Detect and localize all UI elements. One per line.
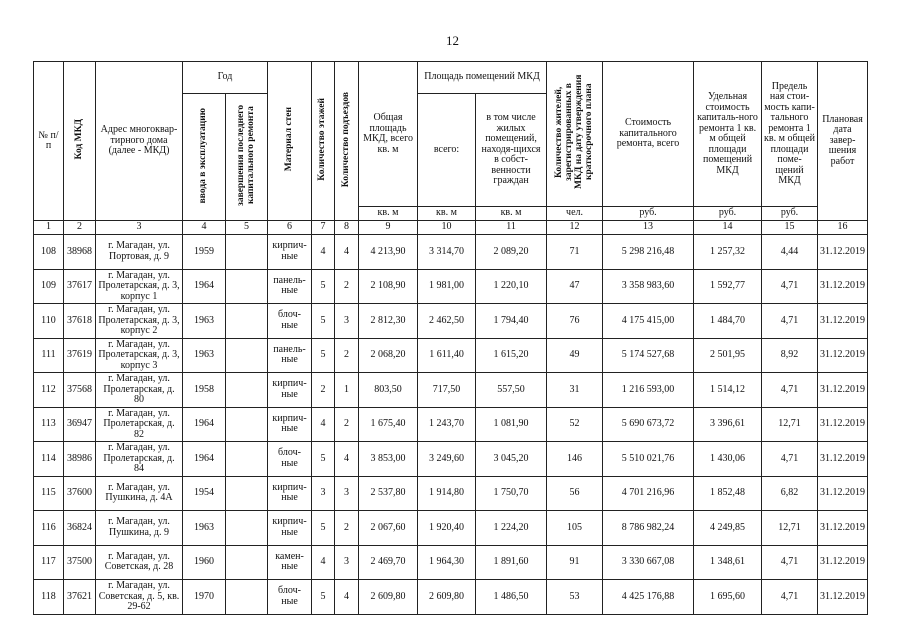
column-number: 5 xyxy=(226,221,268,235)
house-address: г. Магадан, ул. Советская, д. 5, кв. 29-62 xyxy=(96,580,183,615)
header-premises-total: всего: xyxy=(418,94,476,207)
limit-cost: 12,71 xyxy=(762,511,818,546)
floors-count: 5 xyxy=(312,511,335,546)
year-commission: 1959 xyxy=(183,235,226,270)
house-code: 37621 xyxy=(64,580,96,615)
private-area: 1 750,70 xyxy=(476,476,547,511)
total-area: 2 469,70 xyxy=(359,545,418,580)
unit-cost: 1 348,61 xyxy=(694,545,762,580)
limit-cost: 8,92 xyxy=(762,338,818,373)
header-year-commission-cell xyxy=(183,94,226,221)
row-number: 114 xyxy=(34,442,64,477)
private-area: 1 081,90 xyxy=(476,407,547,442)
year-commission: 1970 xyxy=(183,580,226,615)
house-address: г. Магадан, ул. Пролетарская, д. 3, корпус 2 xyxy=(96,304,183,339)
repair-cost: 1 216 593,00 xyxy=(603,373,694,408)
unit-cost: 1 484,70 xyxy=(694,304,762,339)
residents-count: 53 xyxy=(547,580,603,615)
total-area: 2 108,90 xyxy=(359,269,418,304)
premises-area: 1 964,30 xyxy=(418,545,476,580)
year-commission: 1964 xyxy=(183,442,226,477)
table-row xyxy=(34,442,868,477)
repair-cost: 5 174 527,68 xyxy=(603,338,694,373)
entrances-count: 4 xyxy=(335,235,359,270)
column-number: 6 xyxy=(268,221,312,235)
header-year-group: Год xyxy=(183,62,268,94)
planned-date: 31.12.2019 xyxy=(818,511,868,546)
header-premises-group: Площадь помещений МКД xyxy=(418,62,547,94)
premises-area: 3 249,60 xyxy=(418,442,476,477)
column-number: 1 xyxy=(34,221,64,235)
wall-material: кирпич-ные xyxy=(268,235,312,270)
floors-count: 2 xyxy=(312,373,335,408)
house-code: 37500 xyxy=(64,545,96,580)
unit-cost: 1 592,77 xyxy=(694,269,762,304)
entrances-count: 3 xyxy=(335,545,359,580)
table-body xyxy=(34,235,868,615)
row-number: 116 xyxy=(34,511,64,546)
floors-count: 4 xyxy=(312,545,335,580)
floors-count: 5 xyxy=(312,580,335,615)
planned-date: 31.12.2019 xyxy=(818,407,868,442)
private-area: 3 045,20 xyxy=(476,442,547,477)
entrances-count: 3 xyxy=(335,304,359,339)
header-total-area: Общая площадь МКД, всего кв. м xyxy=(359,62,418,207)
limit-cost: 12,71 xyxy=(762,407,818,442)
year-repair xyxy=(226,476,268,511)
house-address: г. Магадан, ул. Пушкина, д. 9 xyxy=(96,511,183,546)
row-number: 118 xyxy=(34,580,64,615)
planned-date: 31.12.2019 xyxy=(818,545,868,580)
wall-material: блоч-ные xyxy=(268,304,312,339)
table-row xyxy=(34,304,868,339)
floors-count: 4 xyxy=(312,407,335,442)
wall-material: панель-ные xyxy=(268,338,312,373)
row-number: 110 xyxy=(34,304,64,339)
planned-date: 31.12.2019 xyxy=(818,269,868,304)
house-code: 37568 xyxy=(64,373,96,408)
premises-area: 1 611,40 xyxy=(418,338,476,373)
year-repair xyxy=(226,442,268,477)
house-code: 36824 xyxy=(64,511,96,546)
premises-area: 3 314,70 xyxy=(418,235,476,270)
total-area: 3 853,00 xyxy=(359,442,418,477)
total-area: 2 812,30 xyxy=(359,304,418,339)
header-entrances: Количество подъездов xyxy=(340,91,351,187)
private-area: 2 089,20 xyxy=(476,235,547,270)
header-code: Код МКД xyxy=(73,119,84,160)
house-code: 37618 xyxy=(64,304,96,339)
table-row xyxy=(34,545,868,580)
header-premises-private: в том числе жилых помещений, находя-щихся в собст-венности граждан xyxy=(476,94,547,207)
premises-area: 2 609,80 xyxy=(418,580,476,615)
planned-date: 31.12.2019 xyxy=(818,235,868,270)
unit-cost: 1 514,12 xyxy=(694,373,762,408)
header-residents: Количество жителей, зарегистрированных в МКД на дату утверждения краткосрочного плана xyxy=(553,75,594,190)
year-repair xyxy=(226,545,268,580)
house-address: г. Магадан, ул. Пролетарская, д. 82 xyxy=(96,407,183,442)
column-number: 16 xyxy=(818,221,868,235)
total-area: 2 537,80 xyxy=(359,476,418,511)
repair-cost: 5 510 021,76 xyxy=(603,442,694,477)
floors-count: 5 xyxy=(312,338,335,373)
unit-cost: 4 249,85 xyxy=(694,511,762,546)
private-area: 1 615,20 xyxy=(476,338,547,373)
limit-cost: 6,82 xyxy=(762,476,818,511)
private-area: 1 486,50 xyxy=(476,580,547,615)
entrances-count: 2 xyxy=(335,511,359,546)
house-address: г. Магадан, ул. Пролетарская, д. 84 xyxy=(96,442,183,477)
floors-count: 5 xyxy=(312,269,335,304)
unit-cost: 2 501,95 xyxy=(694,338,762,373)
house-code: 37600 xyxy=(64,476,96,511)
house-address: г. Магадан, ул. Пушкина, д. 4А xyxy=(96,476,183,511)
year-repair xyxy=(226,338,268,373)
column-number: 9 xyxy=(359,221,418,235)
wall-material: панель-ные xyxy=(268,269,312,304)
premises-area: 1 914,80 xyxy=(418,476,476,511)
floors-count: 4 xyxy=(312,235,335,270)
unit-cost: 3 396,61 xyxy=(694,407,762,442)
header-planned-date: Плановая дата завер-шения работ xyxy=(818,62,868,221)
unit-cost: 1 695,60 xyxy=(694,580,762,615)
total-area: 2 609,80 xyxy=(359,580,418,615)
entrances-count: 4 xyxy=(335,580,359,615)
year-commission: 1964 xyxy=(183,407,226,442)
floors-count: 5 xyxy=(312,442,335,477)
row-number: 109 xyxy=(34,269,64,304)
entrances-count: 3 xyxy=(335,476,359,511)
planned-date: 31.12.2019 xyxy=(818,580,868,615)
limit-cost: 4,71 xyxy=(762,442,818,477)
premises-area: 1 920,40 xyxy=(418,511,476,546)
repair-cost: 5 298 216,48 xyxy=(603,235,694,270)
premises-area: 1 981,00 xyxy=(418,269,476,304)
premises-area: 717,50 xyxy=(418,373,476,408)
header-wall: Материал стен xyxy=(283,107,294,172)
row-number: 115 xyxy=(34,476,64,511)
repair-cost: 4 425 176,88 xyxy=(603,580,694,615)
unit-limit-cost: руб. xyxy=(762,207,818,221)
column-number: 7 xyxy=(312,221,335,235)
wall-material: кирпич-ные xyxy=(268,511,312,546)
private-area: 557,50 xyxy=(476,373,547,408)
house-address: г. Магадан, ул. Советская, д. 28 xyxy=(96,545,183,580)
planned-date: 31.12.2019 xyxy=(818,338,868,373)
unit-premises-total: кв. м xyxy=(418,207,476,221)
year-commission: 1960 xyxy=(183,545,226,580)
table-row xyxy=(34,373,868,408)
total-area: 803,50 xyxy=(359,373,418,408)
wall-material: кирпич-ные xyxy=(268,373,312,408)
header-num: № п/п xyxy=(34,62,64,221)
private-area: 1 224,20 xyxy=(476,511,547,546)
planned-date: 31.12.2019 xyxy=(818,442,868,477)
header-year-commission: ввода в эксплуатацию xyxy=(198,107,209,203)
table-row xyxy=(34,338,868,373)
entrances-count: 2 xyxy=(335,407,359,442)
row-number: 113 xyxy=(34,407,64,442)
unit-cost: руб. xyxy=(603,207,694,221)
column-number: 11 xyxy=(476,221,547,235)
residents-count: 52 xyxy=(547,407,603,442)
repair-cost: 3 330 667,08 xyxy=(603,545,694,580)
limit-cost: 4,71 xyxy=(762,545,818,580)
repair-cost: 8 786 982,24 xyxy=(603,511,694,546)
house-address: г. Магадан, ул. Пролетарская, д. 3, корпус 3 xyxy=(96,338,183,373)
table-row xyxy=(34,476,868,511)
house-code: 38986 xyxy=(64,442,96,477)
table-row xyxy=(34,235,868,270)
residents-count: 56 xyxy=(547,476,603,511)
header-limit-cost: Предель ная стои-мость капи-тального ремонта 1 кв. м общей площади поме-щений МКД xyxy=(762,62,818,207)
repair-cost: 3 358 983,60 xyxy=(603,269,694,304)
column-number: 13 xyxy=(603,221,694,235)
entrances-count: 4 xyxy=(335,442,359,477)
column-number: 12 xyxy=(547,221,603,235)
residents-count: 49 xyxy=(547,338,603,373)
column-number: 3 xyxy=(96,221,183,235)
row-number: 112 xyxy=(34,373,64,408)
total-area: 4 213,90 xyxy=(359,235,418,270)
header-entrances-cell xyxy=(335,62,359,221)
residents-count: 105 xyxy=(547,511,603,546)
house-code: 37617 xyxy=(64,269,96,304)
premises-area: 2 462,50 xyxy=(418,304,476,339)
table-row xyxy=(34,269,868,304)
year-repair xyxy=(226,373,268,408)
entrances-count: 2 xyxy=(335,338,359,373)
header-cost: Стоимость капитального ремонта, всего xyxy=(603,62,694,207)
year-commission: 1958 xyxy=(183,373,226,408)
unit-residents: чел. xyxy=(547,207,603,221)
column-number: 15 xyxy=(762,221,818,235)
residents-count: 91 xyxy=(547,545,603,580)
house-code: 37619 xyxy=(64,338,96,373)
private-area: 1 794,40 xyxy=(476,304,547,339)
planned-date: 31.12.2019 xyxy=(818,373,868,408)
row-number: 111 xyxy=(34,338,64,373)
page-number: 12 xyxy=(446,33,459,48)
limit-cost: 4,71 xyxy=(762,269,818,304)
table-row xyxy=(34,407,868,442)
total-area: 1 675,40 xyxy=(359,407,418,442)
floors-count: 3 xyxy=(312,476,335,511)
year-repair xyxy=(226,269,268,304)
repair-plan-table xyxy=(33,61,868,615)
header-year-repair: завершения последнего капитального ремонта xyxy=(235,104,256,206)
header-residents-cell xyxy=(547,62,603,207)
house-code: 36947 xyxy=(64,407,96,442)
year-commission: 1963 xyxy=(183,511,226,546)
limit-cost: 4,71 xyxy=(762,373,818,408)
unit-premises-private: кв. м xyxy=(476,207,547,221)
header-wall-cell xyxy=(268,62,312,221)
repair-cost: 5 690 673,72 xyxy=(603,407,694,442)
column-numbers-row xyxy=(34,221,868,235)
wall-material: кирпич-ные xyxy=(268,407,312,442)
limit-cost: 4,71 xyxy=(762,304,818,339)
header-year-repair-cell xyxy=(226,94,268,221)
wall-material: блоч-ные xyxy=(268,580,312,615)
header-floors-cell xyxy=(312,62,335,221)
repair-cost: 4 701 216,96 xyxy=(603,476,694,511)
limit-cost: 4,44 xyxy=(762,235,818,270)
year-repair xyxy=(226,235,268,270)
entrances-count: 2 xyxy=(335,269,359,304)
header-unit-cost: Удельная стоимость капиталь-ного ремонта 1 кв. м общей площади помещений МКД xyxy=(694,62,762,207)
unit-cost: 1 852,48 xyxy=(694,476,762,511)
residents-count: 76 xyxy=(547,304,603,339)
private-area: 1 220,10 xyxy=(476,269,547,304)
row-number: 108 xyxy=(34,235,64,270)
column-number: 10 xyxy=(418,221,476,235)
year-repair xyxy=(226,580,268,615)
header-floors: Количество этажей xyxy=(317,97,328,181)
unit-total-area: кв. м xyxy=(359,207,418,221)
year-commission: 1954 xyxy=(183,476,226,511)
limit-cost: 4,71 xyxy=(762,580,818,615)
header-address: Адрес многоквар-тирного дома (далее - МКД) xyxy=(96,62,183,221)
floors-count: 5 xyxy=(312,304,335,339)
house-address: г. Магадан, ул. Пролетарская, д. 80 xyxy=(96,373,183,408)
year-commission: 1963 xyxy=(183,338,226,373)
wall-material: камен-ные xyxy=(268,545,312,580)
total-area: 2 068,20 xyxy=(359,338,418,373)
unit-cost: 1 430,06 xyxy=(694,442,762,477)
residents-count: 31 xyxy=(547,373,603,408)
column-number: 4 xyxy=(183,221,226,235)
column-number: 2 xyxy=(64,221,96,235)
year-commission: 1964 xyxy=(183,269,226,304)
column-number: 8 xyxy=(335,221,359,235)
year-repair xyxy=(226,511,268,546)
premises-area: 1 243,70 xyxy=(418,407,476,442)
table-row xyxy=(34,580,868,615)
year-commission: 1963 xyxy=(183,304,226,339)
header-code-cell xyxy=(64,62,96,221)
unit-cost: 1 257,32 xyxy=(694,235,762,270)
house-address: г. Магадан, ул. Пролетарская, д. 3, корпус 1 xyxy=(96,269,183,304)
unit-unit-cost: руб. xyxy=(694,207,762,221)
repair-cost: 4 175 415,00 xyxy=(603,304,694,339)
column-number: 14 xyxy=(694,221,762,235)
residents-count: 47 xyxy=(547,269,603,304)
house-address: г. Магадан, ул. Портовая, д. 9 xyxy=(96,235,183,270)
year-repair xyxy=(226,407,268,442)
year-repair xyxy=(226,304,268,339)
total-area: 2 067,60 xyxy=(359,511,418,546)
entrances-count: 1 xyxy=(335,373,359,408)
wall-material: блоч-ные xyxy=(268,442,312,477)
planned-date: 31.12.2019 xyxy=(818,304,868,339)
private-area: 1 891,60 xyxy=(476,545,547,580)
row-number: 117 xyxy=(34,545,64,580)
planned-date: 31.12.2019 xyxy=(818,476,868,511)
wall-material: кирпич-ные xyxy=(268,476,312,511)
residents-count: 71 xyxy=(547,235,603,270)
house-code: 38968 xyxy=(64,235,96,270)
table-row xyxy=(34,511,868,546)
residents-count: 146 xyxy=(547,442,603,477)
